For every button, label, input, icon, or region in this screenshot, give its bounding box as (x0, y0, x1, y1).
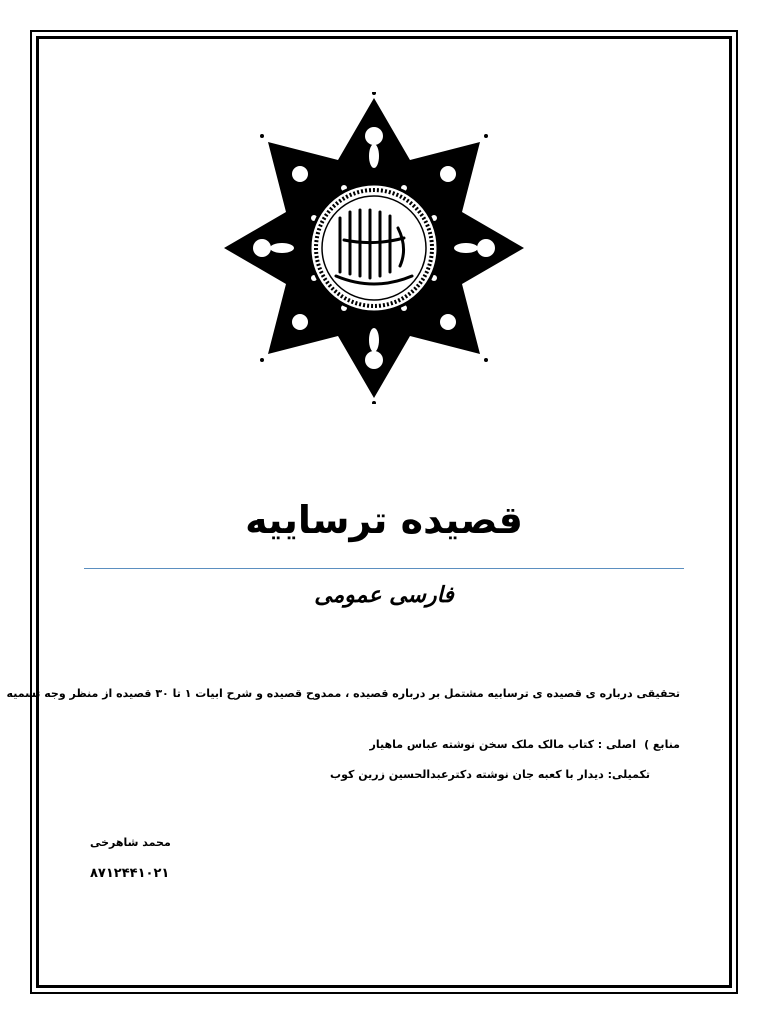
document-title: قصیده ترساییه (245, 498, 523, 542)
author-name: محمد شاهرخی (90, 836, 171, 849)
document-subtitle: فارسی عمومی (314, 582, 454, 608)
sources-main-line (362, 737, 680, 753)
student-code: ۸۷۱۲۴۴۱۰۲۱ (90, 866, 170, 881)
document-description: تحقیقی درباره ی قصیده ی ترسابیه مشتمل بر درباره قصیده ، ممدوح قصیده و شرح ابیات ۱ تا ۳۰ قصیده از منظر وجه تسمیه (6, 687, 680, 700)
title-divider (84, 568, 684, 569)
bismillah-medallion-icon (224, 92, 524, 404)
sources-label: منابع ) (644, 738, 680, 751)
sources-main-text: اصلی : کتاب مالک ملک سخن نوشته عباس ماهیار (369, 738, 637, 751)
sources-supplementary-line: تکمیلی: دیدار با کعبه جان نوشته دکترعبدالحسین زرین کوب (330, 768, 650, 781)
